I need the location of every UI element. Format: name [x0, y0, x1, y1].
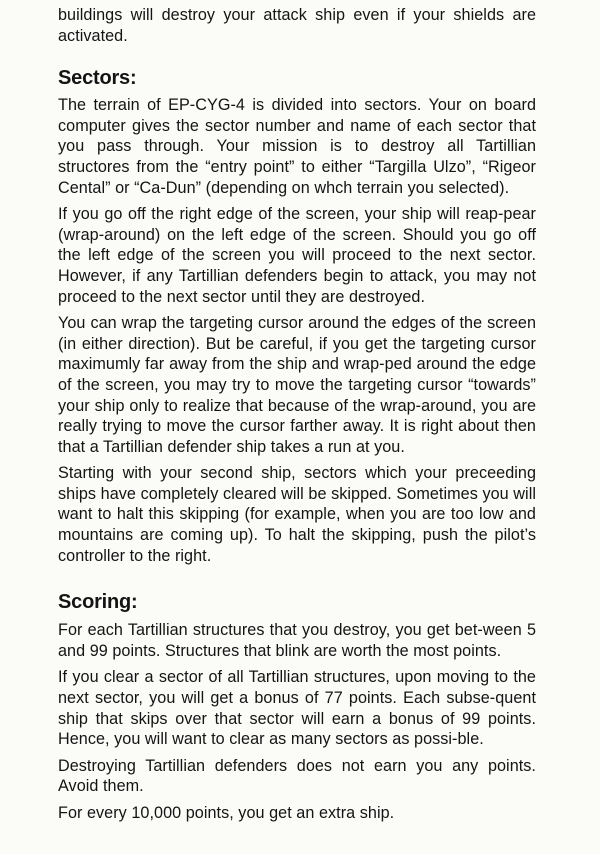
sectors-paragraph-1: The terrain of EP-CYG-4 is divided into sectors. Your on board computer gives the sector number and name of each sector that you pass through. Your mission is to destroy all Tartillian structores from the “entry point” to either “Targilla Ulzo”, “Rigeor Cental” or “Ca-Dun” (depending on whch terrain you selected). — [58, 96, 536, 197]
sectors-paragraph-3: You can wrap the targeting cursor around the edges of the screen (in either direction). But be careful, if you get the targeting cursor maximumly far away from the ship and wrap-ped around the edge of the screen, you may try to move the targeting cursor “towards” your ship only to realize that because of the wrap-around, you are really trying to move the cursor farther away. It is right about then that a Tartillian defender ship takes a run at you. — [58, 314, 536, 456]
scoring-paragraph-2: If you clear a sector of all Tartillian structures, upon moving to the next sector, you will get a bonus of 77 points. Each subse-quent ship that skips over that sector will earn a bonus of 99 points. Hence, you will want to clear as many sectors as possi-ble. — [58, 668, 536, 749]
sectors-paragraph-2: If you go off the right edge of the screen, your ship will reap-pear (wrap-around) on the left edge of the screen. Should you go off the left edge of the screen you will proceed to the next sector. However, if any Tartillian defenders begin to attack, you may not proceed to the next sector until they are destroyed. — [58, 205, 536, 306]
sectors-heading: Sectors: — [58, 67, 137, 90]
scoring-paragraph-1: For each Tartillian structures that you destroy, you get bet-ween 5 and 99 points. Structures that blink are worth the most points. — [58, 621, 536, 660]
sectors-section — [58, 66, 536, 566]
intro-continued-paragraph: buildings will destroy your attack ship even if your shields are activated. — [58, 6, 536, 45]
sectors-paragraph-4: Starting with your second ship, sectors which your preceeding ships have completely cleared will be skipped. Sometimes you will want to halt this skipping (for example, when you are too low and mountains are coming up). To halt the skipping, push the pilot’s controller to the right. — [58, 464, 536, 565]
scoring-section — [58, 590, 536, 823]
scoring-heading: Scoring: — [58, 591, 138, 614]
scoring-paragraph-3: Destroying Tartillian defenders does not earn you any points. Avoid them. — [58, 756, 536, 796]
scoring-paragraph-4: For every 10,000 points, you get an extra ship. — [58, 804, 395, 822]
